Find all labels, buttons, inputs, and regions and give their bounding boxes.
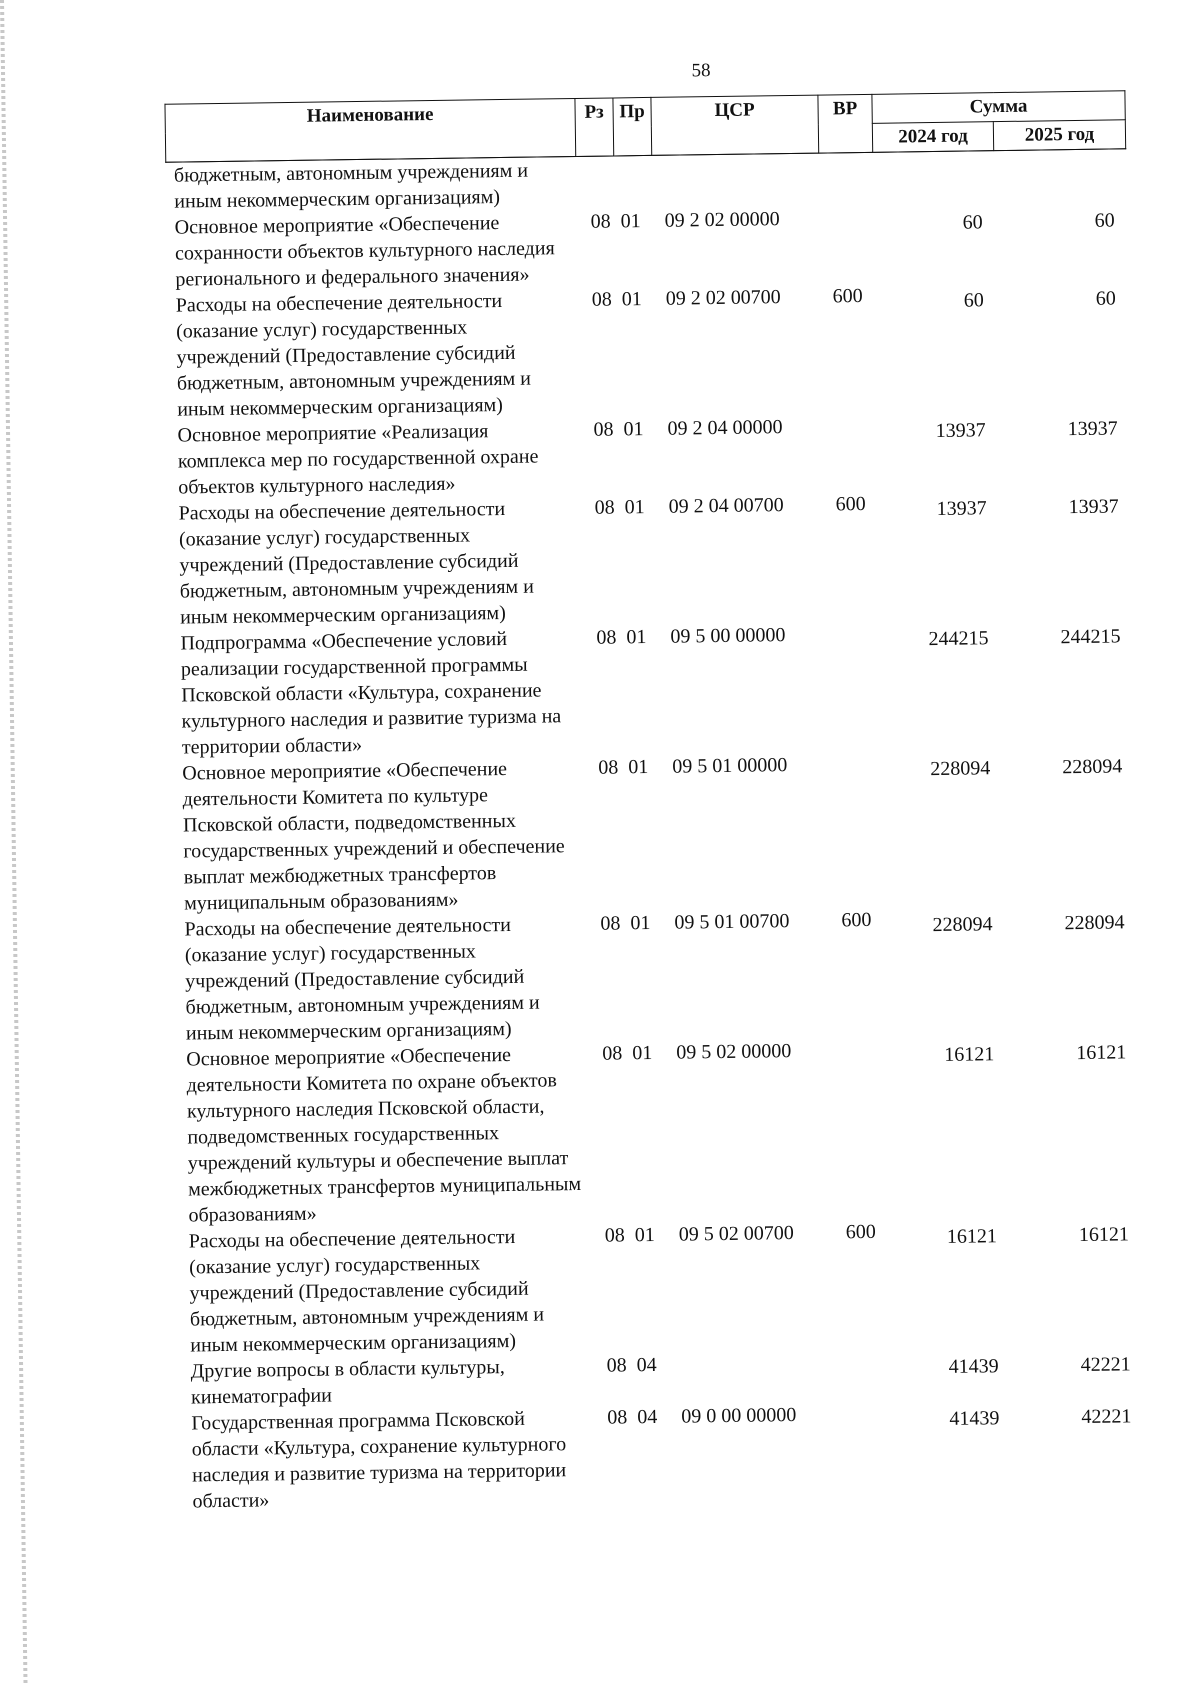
cell-sum-2025: 42221	[1081, 1405, 1132, 1429]
cell-csr: 09 5 02 00000	[676, 1040, 792, 1064]
cell-sum-2025: 244215	[1060, 625, 1121, 649]
cell-csr: 09 2 04 00700	[668, 494, 784, 518]
cell-name: Расходы на обеспечение деятельности (оказание услуг) государственных учреждений (Предоставление субсидий бюджетным, автономным учреждениям и иным некоммерческим организациям)	[178, 497, 534, 629]
cell-pr: 01	[620, 210, 641, 233]
cell-vr	[831, 1037, 888, 1220]
cell-csr: 09 5 00 00000	[670, 624, 786, 648]
header-csr: ЦСР	[651, 95, 819, 155]
cell-pr: 01	[623, 418, 644, 441]
cell-name: Основное мероприятие «Обеспечение сохранности объектов культурного наследия регионального и федерального значения»	[174, 212, 555, 291]
table-row	[167, 201, 1128, 292]
cell-name: Основное мероприятие «Обеспечение деятельности Комитета по охране объектов культурного наследия Псковской области, подведомственных государственных учреждений культуры и обеспечение выплат межбюджетных трансфертов муниципальным образованиям»	[186, 1043, 582, 1227]
cell-rz	[576, 156, 615, 209]
cell-vr: 600	[841, 908, 872, 932]
cell-pr: 04	[636, 1353, 657, 1377]
header-year-2025: 2025 год	[993, 120, 1125, 151]
cell-csr: 09 0 00 00000	[681, 1404, 797, 1428]
cell-name: бюджетным, автономным учреждениям и иным некоммерческим организациям)	[173, 159, 529, 213]
cell-name: Основное мероприятие «Реализация комплекса мер по государственной охране объектов культурного наследия»	[177, 420, 539, 499]
cell-pr: 01	[634, 1223, 655, 1247]
cell-sum-2025: 13937	[1068, 495, 1119, 519]
budget-table	[164, 90, 1145, 1514]
cell-sum-2025	[994, 149, 1127, 203]
cell-pr: 01	[630, 912, 651, 935]
header-sum: Сумма	[872, 91, 1125, 124]
cell-vr	[822, 413, 877, 492]
cell-vr	[819, 205, 874, 284]
cell-name: Расходы на обеспечение деятельности (оказание услуг) государственных учреждений (Предоставление субсидий бюджетным, автономным учреждениям и иным некоммерческим организациям)	[188, 1225, 545, 1357]
cell-pr: 01	[624, 496, 645, 519]
cell-name: Расходы на обеспечение деятельности (оказание услуг) государственных учреждений (Предоставление субсидий бюджетным, автономным учреждениям и иным некоммерческим организациям)	[175, 290, 532, 421]
table-row	[171, 487, 1133, 630]
cell-vr	[827, 751, 883, 908]
cell-rz: 08	[596, 626, 617, 649]
cell-sum-2024: 16121	[946, 1225, 998, 1248]
cell-csr: 09 2 04 00000	[667, 416, 783, 440]
cell-sum-2025: 228094	[1062, 755, 1123, 779]
cell-csr: 09 2 02 00700	[665, 286, 781, 310]
cell-sum-2025: 60	[1095, 287, 1116, 310]
page-number: 58	[691, 60, 711, 82]
cell-vr	[836, 1401, 891, 1506]
cell-csr: 09 5 02 00700	[678, 1222, 794, 1246]
cell-rz: 08	[602, 1042, 623, 1065]
table-row	[172, 617, 1134, 760]
table-row	[176, 903, 1138, 1046]
scan-border-left	[0, 0, 28, 1686]
cell-sum-2024: 41439	[949, 1407, 1000, 1430]
cell-sum-2024: 60	[963, 289, 984, 312]
cell-sum-2025: 16121	[1078, 1223, 1130, 1247]
cell-rz: 08	[594, 496, 615, 519]
cell-vr	[819, 152, 874, 205]
cell-sum-2024	[873, 151, 995, 205]
table-row	[178, 1033, 1140, 1228]
cell-sum-2024: 228094	[932, 913, 993, 937]
cell-vr: 600	[832, 284, 863, 308]
header-rz: Рз	[575, 98, 614, 157]
cell-vr	[835, 1349, 890, 1402]
cell-rz: 08	[600, 912, 621, 935]
cell-sum-2024: 41439	[948, 1355, 999, 1378]
cell-pr: 01	[621, 288, 642, 311]
cell-csr	[652, 153, 820, 208]
cell-vr: 600	[835, 492, 866, 516]
cell-name: Подпрограмма «Обеспечение условий реализации государственной программы Псковской области «Культура, сохранение культурного наследия и развитие туризма на территории области»	[180, 627, 562, 759]
cell-vr	[825, 621, 881, 752]
cell-sum-2025: 60	[1094, 209, 1115, 232]
cell-csr: 09 5 01 00700	[674, 910, 790, 934]
cell-sum-2024: 13937	[935, 419, 986, 442]
cell-name: Государственная программа Псковской области «Культура, сохранение культурного наследия и развитие туризма на территории области»	[191, 1407, 567, 1513]
cell-pr: 01	[626, 626, 647, 649]
cell-sum-2025: 16121	[1076, 1041, 1127, 1065]
cell-rz: 08	[607, 1406, 628, 1429]
cell-csr: 09 2 02 00000	[664, 208, 780, 232]
cell-pr: 01	[632, 1041, 653, 1065]
cell-name: Расходы на обеспечение деятельности (оказание услуг) государственных учреждений (Предоставление субсидий бюджетным, автономным учреждениям и иным некоммерческим организациям)	[184, 913, 540, 1045]
table-row	[174, 747, 1136, 916]
cell-name: Другие вопросы в области культуры, кинематографии	[190, 1356, 505, 1409]
cell-sum-2024: 244215	[928, 627, 989, 651]
cell-sum-2024: 16121	[944, 1043, 995, 1066]
cell-sum-2024: 60	[962, 211, 983, 234]
cell-pr: 01	[628, 756, 649, 779]
table-row	[181, 1215, 1143, 1358]
table-body	[166, 149, 1145, 1515]
cell-sum-2025: 13937	[1067, 417, 1118, 441]
table-row	[169, 409, 1130, 500]
cell-rz: 08	[591, 288, 612, 311]
cell-name: Основное мероприятие «Обеспечение деятельности Комитета по культуре Псковской области, подведомственных государственных учреждений и обеспечение выплат межбюджетных трансфертов муниципальным образованиям»	[182, 757, 565, 915]
header-name: Наименование	[165, 98, 576, 162]
cell-sum-2024: 228094	[930, 757, 991, 781]
cell-csr: 09 5 01 00000	[672, 754, 788, 778]
cell-pr	[614, 155, 653, 208]
cell-rz: 08	[598, 756, 619, 779]
header-pr: Пр	[613, 97, 652, 156]
cell-rz: 08	[604, 1224, 625, 1247]
table-row	[183, 1397, 1144, 1514]
cell-csr	[668, 1349, 836, 1403]
cell-rz: 08	[590, 210, 611, 233]
header-year-2024: 2024 год	[872, 122, 993, 153]
cell-pr: 04	[637, 1405, 658, 1429]
cell-rz: 08	[606, 1354, 627, 1377]
cell-sum-2025: 228094	[1064, 911, 1125, 935]
cell-rz: 08	[593, 418, 614, 441]
header-vr: ВР	[818, 94, 873, 153]
table-row	[168, 279, 1130, 422]
cell-sum-2024: 13937	[936, 497, 987, 520]
cell-vr: 600	[845, 1220, 876, 1244]
cell-sum-2025: 42221	[1080, 1353, 1131, 1377]
